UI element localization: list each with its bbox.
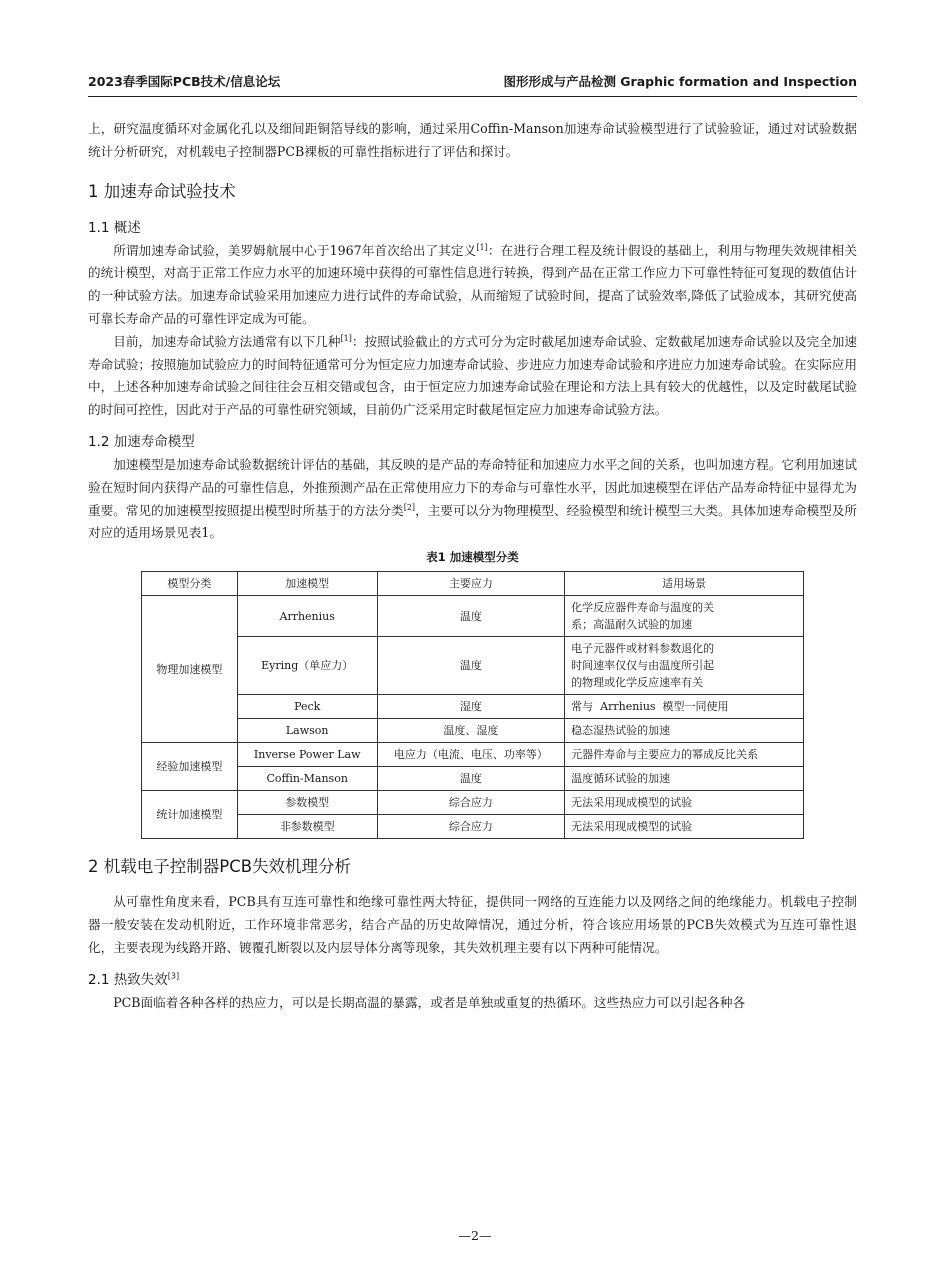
model-cell: Arrhenius (237, 596, 377, 637)
running-header (88, 72, 857, 97)
stress-cell: 湿度 (377, 695, 565, 719)
table-header-cell: 模型分类 (142, 572, 238, 596)
section-2-1-paragraph-1: PCB面临着各种各样的热应力，可以是长期高温的暴露，或者是单独或重复的热循环。这些热应力可以引起各种各 (113, 994, 746, 1010)
model-cell: Inverse Power Law (237, 743, 377, 767)
section-1-1-paragraph-2 (88, 331, 857, 422)
stress-cell: 电应力（电流、电压、功率等） (377, 743, 565, 767)
section-2-paragraph-1: 从可靠性角度来看，PCB具有互连可靠性和绝缘可靠性两大特征，提供同一网络的互连能力以及网络之间的绝缘能力。机载电子控制器一般安装在发动机附近，工作环境非常恶劣，结合产品的历史故障情况，通过分析，符合该应用场景的PCB失效模式为互连可靠性退化，主要表现为线路开路、镀覆孔断裂以及内层导体分离等现象，其失效机理主要有以下两种可能情况。 (88, 894, 857, 955)
text-run: ：在进行合理工程及统计假设的基础上，利用与物理失效规律相关的统计模型，对高于正常工作应力水平的加速环境中获得的可靠性信息进行转换，得到产品在正常工作应力下可靠性特征可复现的数值估计的一种试验方法。加速寿命试验采用加速应力进行试件的寿命试验，从而缩短了试验时间，提高了试验效率,降低了试验成本，其研究使高可靠长寿命产品的可靠性评定成为可能。 (88, 242, 857, 326)
subsection-title-text: 2.1 热致失效 (88, 971, 168, 988)
text-run: 加速模型是加速寿命试验数据统计评估的基础，其反映的是产品的寿命特征和加速应力水平之间的关系，也叫加速方程。它利用加速试验在短时间内获得产品的可靠性信息，外推预测产品在正常使用应力下的寿命与可靠性水平，因此加速模型在评估产品寿命特征中显得尤为重要。常见的加速模型按照提出模型时所基于的方法分类 (88, 456, 857, 518)
scene-cell (565, 637, 804, 695)
table-row (142, 695, 804, 719)
page-number: —2— (458, 1228, 492, 1243)
model-cell: Coffin-Manson (237, 767, 377, 791)
scene-line: 的物理或化学反应速率有关 (571, 676, 704, 690)
stress-cell: 综合应力 (377, 791, 565, 815)
page-content (88, 118, 857, 1014)
scene-line: 系；高温耐久试验的加速 (571, 618, 693, 632)
scene-line: 时间速率仅仅与由温度所引起 (571, 659, 715, 673)
citation-ref: [1] (340, 333, 352, 343)
group-cell-statistical: 统计加速模型 (142, 791, 238, 839)
stress-cell: 综合应力 (377, 815, 565, 839)
model-cell: 非参数模型 (237, 815, 377, 839)
section-1-1-title: 1.1 概述 (88, 219, 141, 236)
text-run: ，主要可以分为物理模型、经验模型和统计模型三大类。具体加速寿命模型及所对应的适用场景见表1。 (88, 502, 858, 541)
stress-cell: 温度、湿度 (377, 719, 565, 743)
table-header-cell: 适用场景 (565, 572, 804, 596)
model-cell: Lawson (237, 719, 377, 743)
section-1-1-paragraph-1 (88, 240, 857, 331)
text-run: 所谓加速寿命试验，美罗姆航展中心于1967年首次给出了其定义 (113, 242, 477, 258)
model-table (141, 571, 804, 839)
stress-cell: 温度 (377, 767, 565, 791)
scene-cell: 温度循环试验的加速 (565, 767, 804, 791)
citation-ref: [2] (403, 502, 416, 512)
text-run: ：按照试验截止的方式可分为定时截尾加速寿命试验、定数截尾加速寿命试验以及完全加速寿命试验；按照施加试验应力的时间特征通常可分为恒定应力加速寿命试验、步进应力加速寿命试验和序进应力加速寿命试验。在实际应用中，上述各种加速寿命试验之间往往会互相交错或包含，由于恒定应力加速寿命试验在理论和方法上具有较大的优越性，以及定时截尾试验的时间可控性，因此对于产品的可靠性研究领域，目前仍广泛采用定时截尾恒定应力加速寿命试验方法。 (88, 333, 858, 418)
table-row (142, 596, 804, 637)
scene-cell: 无法采用现成模型的试验 (565, 791, 804, 815)
scene-cell: 稳态湿热试验的加速 (565, 719, 804, 743)
scene-line: 化学反应器件寿命与温度的关 (571, 601, 715, 615)
text-run: 目前，加速寿命试验方法通常有以下几种 (113, 333, 341, 349)
group-cell-empirical: 经验加速模型 (142, 743, 238, 791)
scene-cell: 无法采用现成模型的试验 (565, 815, 804, 839)
section-1-title: 1 加速寿命试验技术 (88, 181, 236, 201)
section-1-2-title: 1.2 加速寿命模型 (88, 433, 195, 450)
citation-ref: [1] (476, 242, 488, 252)
scene-line: 电子元器件或材料参数退化的 (571, 642, 715, 656)
table-header-cell: 主要应力 (377, 572, 565, 596)
section-1-2-paragraph-1 (88, 454, 857, 545)
citation-ref: [3] (167, 971, 180, 981)
table-header-row (142, 572, 804, 596)
table-row (142, 791, 804, 815)
section-2-title: 2 机载电子控制器PCB失效机理分析 (88, 857, 352, 877)
table-row (142, 743, 804, 767)
model-cell: Peck (237, 695, 377, 719)
header-section: 图形形成与产品检测 Graphic formation and Inspection (503, 74, 857, 89)
table-row (142, 815, 804, 839)
section-2-1-title (88, 968, 857, 988)
stress-cell: 温度 (377, 596, 565, 637)
scene-cell: 元器件寿命与主要应力的幂成反比关系 (565, 743, 804, 767)
table-row (142, 637, 804, 695)
header-conference: 2023春季国际PCB技术/信息论坛 (88, 74, 281, 89)
table-header-cell: 加速模型 (237, 572, 377, 596)
scene-cell: 常与 Arrhenius 模型一同使用 (565, 695, 804, 719)
model-cell: 参数模型 (237, 791, 377, 815)
group-cell-physical: 物理加速模型 (142, 596, 238, 743)
table-row (142, 719, 804, 743)
table-row (142, 767, 804, 791)
model-cell: Eyring（单应力） (237, 637, 377, 695)
scene-cell (565, 596, 804, 637)
stress-cell: 温度 (377, 637, 565, 695)
intro-paragraph: 上，研究温度循环对金属化孔以及细间距铜箔导线的影响，通过采用Coffin-Manson加速寿命试验模型进行了试验验证，通过对试验数据统计分析研究，对机载电子控制器PCB裸板的可靠性指标进行了评估和探讨。 (88, 121, 857, 159)
table-caption: 表1 加速模型分类 (426, 550, 519, 565)
